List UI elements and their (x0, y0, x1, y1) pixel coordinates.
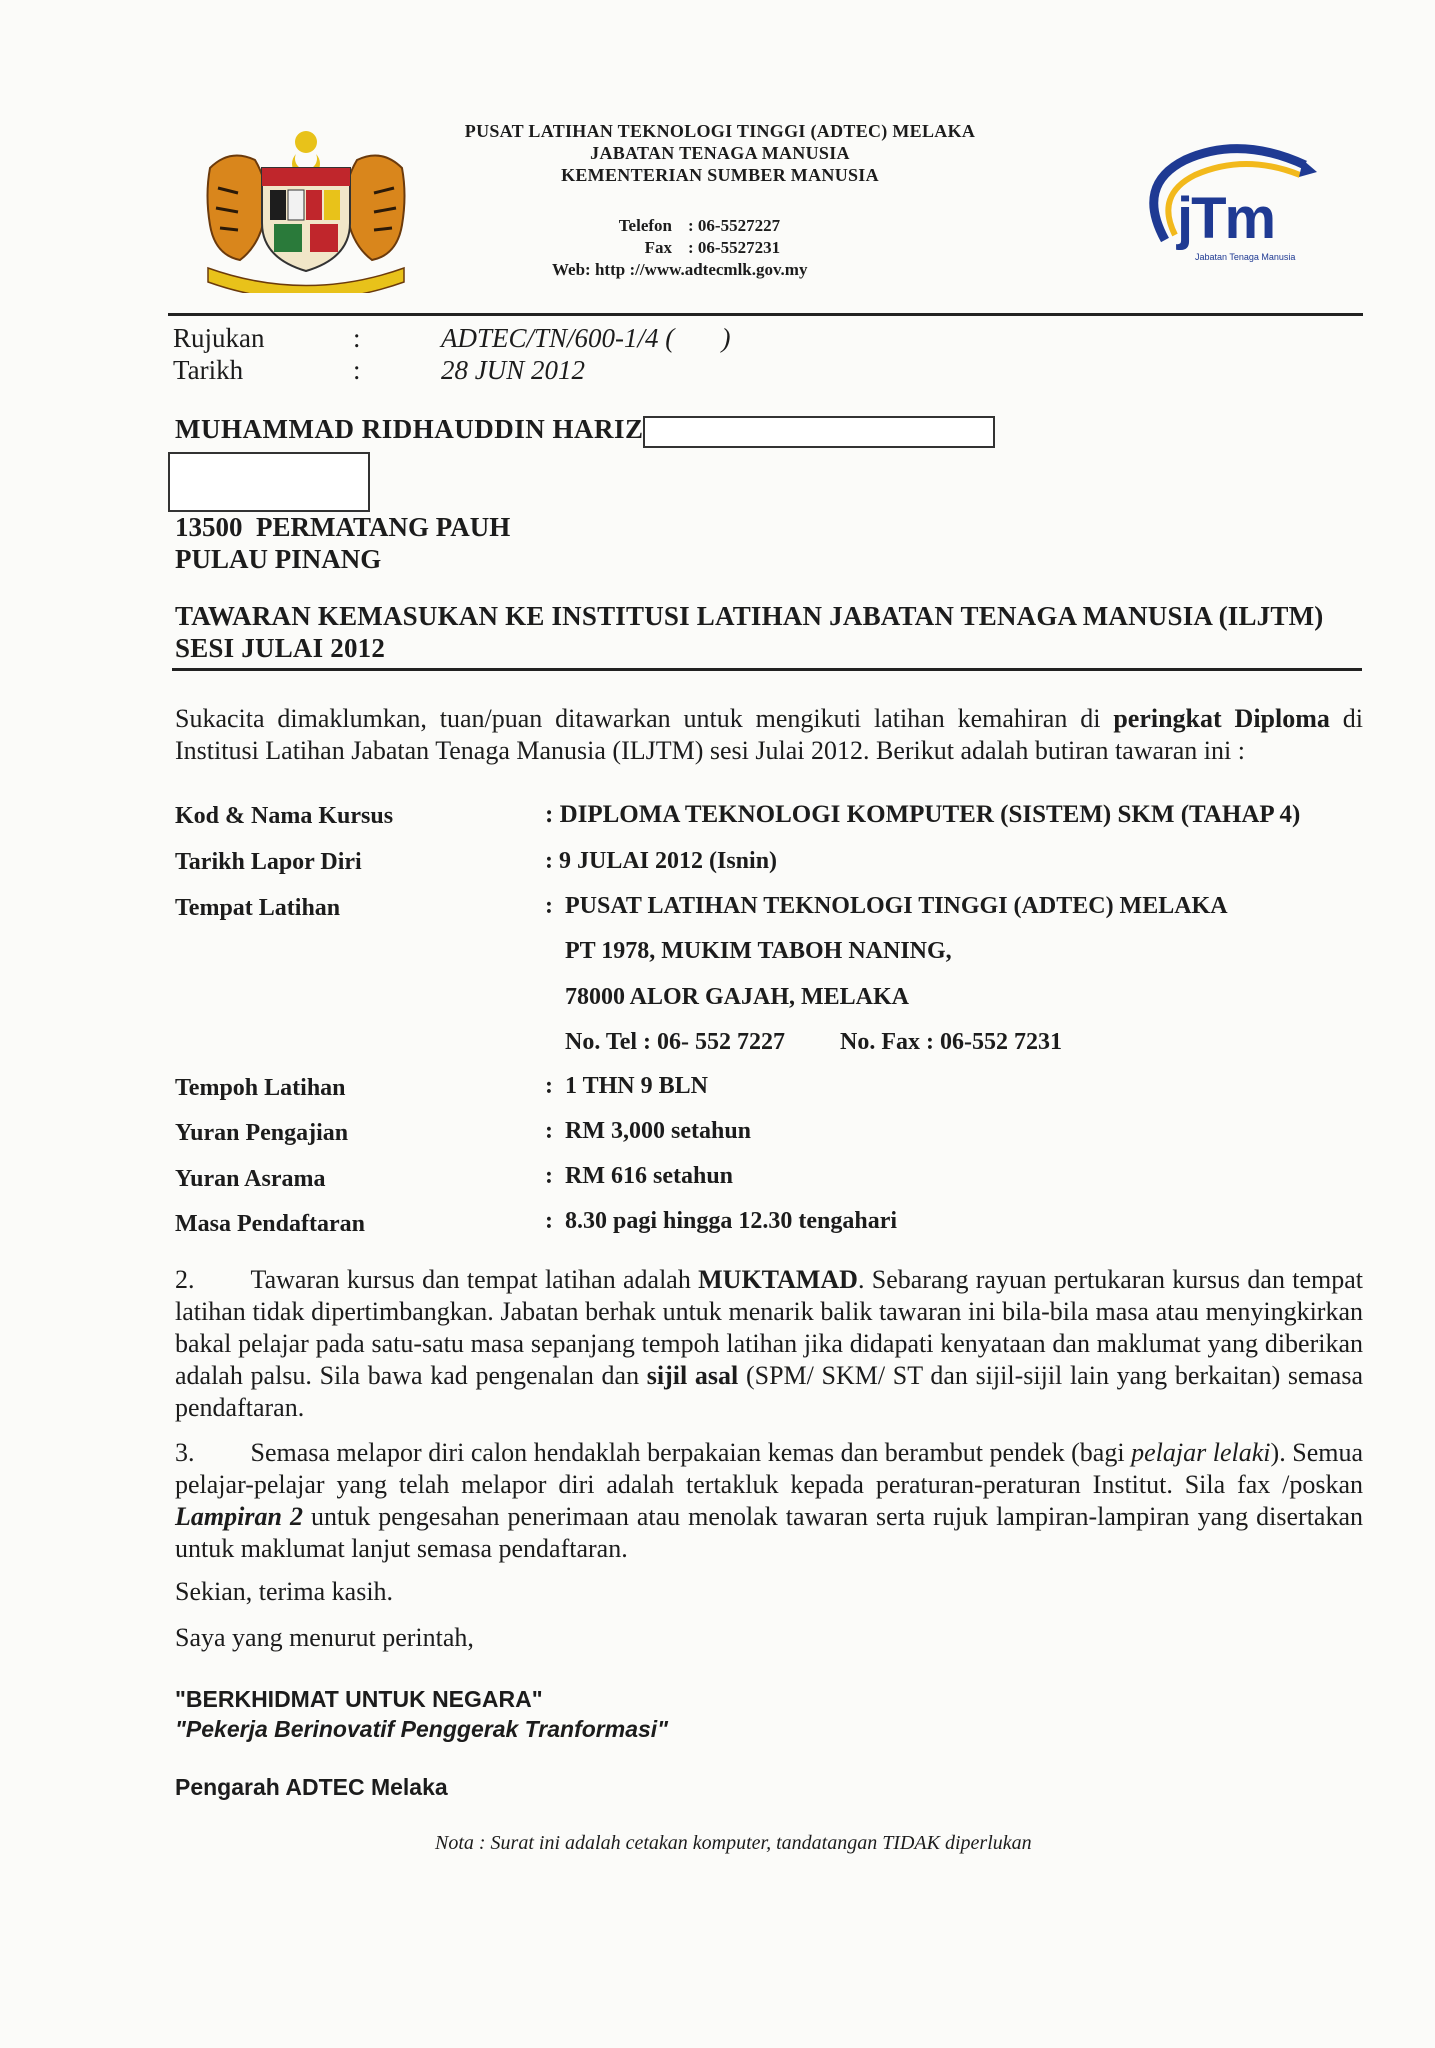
footer-note: Nota : Surat ini adalah cetakan komputer, tandatangan TIDAK diperlukan (435, 1832, 1032, 1854)
fax-value: : 06-5527231 (688, 238, 781, 257)
jtm-logo (1125, 140, 1330, 270)
yuran-value: RM 3,000 setahun (565, 1118, 752, 1144)
para3-text-2: ). Semua pelajar-pelajar yang telah melapor diri adalah tertakluk kepada peraturan-peraturan Institut. Sila fax /poskan (175, 1438, 1364, 1499)
intro-paragraph (175, 703, 1363, 767)
kursus-label: Kod & Nama Kursus (175, 803, 394, 829)
tempat-fax: No. Fax : 06-552 7231 (840, 1029, 1062, 1055)
yuran-colon: : (545, 1118, 553, 1144)
letterhead-line-1: PUSAT LATIHAN TEKNOLOGI TINGGI (ADTEC) MELAKA (464, 121, 976, 141)
rujukan-colon: : (353, 323, 361, 353)
yuran-label: Yuran Pengajian (175, 1120, 349, 1146)
closing-sekian: Sekian, terima kasih. (175, 1577, 394, 1606)
signatory: Pengarah ADTEC Melaka (175, 1774, 448, 1800)
telefon-value: : 06-5527227 (688, 216, 781, 235)
letter-subject (175, 600, 1365, 664)
para2-number: 2. (175, 1265, 195, 1294)
tempoh-value: 1 THN 9 BLN (565, 1073, 708, 1099)
reference-block (173, 322, 973, 392)
tempat-tel: No. Tel : 06- 552 7227 (565, 1029, 786, 1055)
fax-label: Fax (644, 238, 672, 257)
tempat-colon: : (545, 893, 553, 919)
asrama-label: Yuran Asrama (175, 1166, 326, 1192)
tarikh-value: 28 JUN 2012 (441, 355, 585, 385)
para2-text-2: . Sebarang rayuan pertukaran kursus dan tempat latihan tidak dipertimbangkan. Jabatan berhak untuk menarik balik tawaran ini bila-bila masa atau menyingkirkan bakal pelajar pada satu-satu masa sepanjang tempoh latihan jika didapati kenyataan dan maklumat yang diberikan adalah palsu. Sila bawa kad pengenalan dan (175, 1265, 1363, 1390)
para3-bold-italic: Lampiran 2 (175, 1502, 303, 1531)
tempat-line-2: PT 1978, MUKIM TABOH NANING, (565, 938, 952, 964)
web-address: Web: http ://www.adtecmlk.gov.my (552, 260, 808, 279)
motto-2: "Pekerja Berinovatif Penggerak Tranformasi" (175, 1716, 669, 1742)
para3-number: 3. (175, 1438, 195, 1467)
letterhead-line-2: JABATAN TENAGA MANUSIA (590, 143, 850, 163)
tarikh-colon: : (353, 355, 361, 385)
asrama-colon: : (545, 1163, 553, 1189)
closing-saya: Saya yang menurut perintah, (175, 1623, 474, 1652)
tempat-line-1: PUSAT LATIHAN TEKNOLOGI TINGGI (ADTEC) MELAKA (565, 893, 1228, 919)
subject-divider (172, 668, 1362, 671)
tarikh-label: Tarikh (173, 355, 244, 385)
letterhead-contact (552, 215, 808, 281)
letterhead (380, 120, 1060, 186)
para3-text-3: untuk pengesahan penerimaan atau menolak tawaran serta rujuk lampiran-lampiran yang disertakan untuk maklumat lanjut semasa pendaftaran. (175, 1502, 1363, 1563)
lapor-value: : 9 JULAI 2012 (Isnin) (545, 848, 778, 874)
masa-colon: : (545, 1208, 553, 1234)
para2-bold-2: sijil asal (646, 1361, 739, 1390)
subject-line-1: TAWARAN KEMASUKAN KE INSTITUSI LATIHAN JABATAN TENAGA MANUSIA (ILJTM) (175, 601, 1324, 631)
redacted-box (643, 416, 995, 448)
subject-line-2: SESI JULAI 2012 (175, 633, 386, 663)
kursus-value: : DIPLOMA TEKNOLOGI KOMPUTER (SISTEM) SKM (TAHAP 4) (545, 801, 1301, 828)
masa-value: 8.30 pagi hingga 12.30 tengahari (565, 1208, 898, 1234)
redacted-address-box (168, 452, 370, 512)
asrama-value: RM 616 setahun (565, 1163, 734, 1189)
rujukan-label: Rujukan (173, 323, 265, 353)
para2-text-1: Tawaran kursus dan tempat latihan adalah (250, 1265, 699, 1294)
lapor-label: Tarikh Lapor Diri (175, 849, 362, 875)
para2-bold-1: MUKTAMAD (698, 1265, 858, 1294)
para2-text-3: (SPM/ SKM/ ST dan sijil-sijil lain yang berkaitan) semasa pendaftaran. (175, 1361, 1363, 1422)
paragraph-2 (175, 1264, 1363, 1424)
para3-italic: pelajar lelaki (1131, 1438, 1271, 1467)
recipient-address-2: PULAU PINANG (175, 544, 382, 574)
tempoh-label: Tempoh Latihan (175, 1075, 346, 1101)
header-divider (168, 313, 1363, 316)
tempat-line-3: 78000 ALOR GAJAH, MELAKA (565, 984, 910, 1010)
rujukan-value: ADTEC/TN/600-1/4 ( ) (441, 323, 731, 353)
intro-bold: peringkat Diploma (1113, 704, 1330, 733)
para3-text-1: Semasa melapor diri calon hendaklah berpakaian kemas dan berambut pendek (bagi (250, 1438, 1132, 1467)
motto-1: "BERKHIDMAT UNTUK NEGARA" (175, 1686, 543, 1712)
recipient-name: MUHAMMAD RIDHAUDDIN HARIZ (175, 414, 644, 444)
letterhead-line-3: KEMENTERIAN SUMBER MANUSIA (561, 165, 879, 185)
intro-text-1: Sukacita dimaklumkan, tuan/puan ditawarkan untuk mengikuti latihan kemahiran di (175, 704, 1114, 733)
telefon-label: Telefon (618, 216, 672, 235)
jtm-logo-text: jTm (1177, 186, 1275, 251)
masa-label: Masa Pendaftaran (175, 1211, 365, 1237)
recipient-address-1: 13500 PERMATANG PAUH (175, 512, 511, 542)
tempat-label: Tempat Latihan (175, 895, 341, 921)
intro-text-2: di Institusi Latihan Jabatan Tenaga Manusia (ILJTM) sesi Julai 2012. Berikut adalah butiran tawaran ini : (175, 704, 1364, 765)
tempoh-colon: : (545, 1073, 553, 1099)
jtm-logo-subtext: Jabatan Tenaga Manusia (1195, 252, 1296, 262)
paragraph-3 (175, 1437, 1363, 1565)
